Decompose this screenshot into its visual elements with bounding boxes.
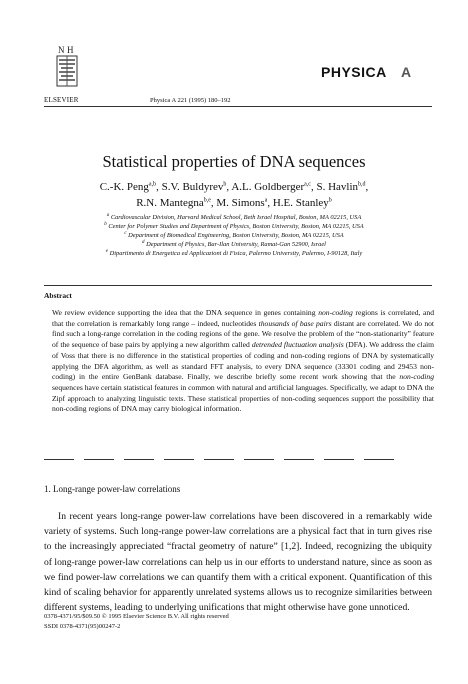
author-affiliation-mark: b,e — [203, 197, 211, 204]
affiliation-mark: c — [124, 231, 127, 236]
journal-name: PHYSICA — [321, 64, 387, 80]
authors-line-1: C.-K. Peng$^{a,b}$, S.V. Buldyrev$^b$, A.L. Goldberger$^{a,c}$, S. Havlin$^{b,d}$, — [99, 181, 369, 193]
affiliation-mark: d — [142, 240, 145, 245]
affiliation-mark: e — [105, 249, 109, 254]
abstract-text: distant are correlated. We do not find such a long-range correlation in the coding regions of the gene. We resolve the problem of the “non-stationarity” feature of the sequence of base pairs by applying a new algorithm called — [52, 318, 435, 350]
author-affiliation-mark: a,b — [148, 181, 157, 188]
affiliation-line — [0, 231, 468, 239]
authors-line-2: R.N. Mantegna$^{b,e}$, M. Simons$^a$, H.E. Stanley$^b$ — [136, 197, 332, 209]
author-affiliation-mark: a — [264, 197, 268, 204]
abstract-text: sequences have certain statistical features in common with natural and artificial languages. Specifically, we adapt to DNA the Zipf approach to analyzing linguistic texts. These statistical properties of non-coding sequences support the possibility that non-coding regions of DNA may carry biological information. — [52, 382, 434, 414]
affiliation-text: Dipartimento di Energetica ed Applicazioni di Fisica, Palermo University, Palermo, I-90128, Italy — [108, 250, 363, 258]
rule-dash — [324, 459, 354, 460]
section-body — [44, 509, 432, 615]
north-holland-logo — [52, 44, 82, 94]
abstract-emphasis: detrended fluctuation analysis — [251, 340, 344, 350]
affiliation-mark: a — [106, 213, 110, 218]
abstract-heading: Abstract — [44, 291, 72, 300]
affiliation-text: Center for Polymer Studies and Department of Physics, Boston University, Boston, MA 02215, USA — [106, 223, 364, 231]
rule-dash — [44, 459, 74, 460]
section-paragraph: In recent years long-range power-law correlations have been discovered in a remarkably wide variety of systems. Such long-range power-law correlations are a physical fact that in turn gives rise to the increasingly appreciated “fractal geometry of nature” [1,2]. Indeed, recognizing the ubiquity of long-range power-law correlations can help us in our efforts to understand nature, since as soon as we find power-law correlations we can quantify them with a critical exponent. Quantification of this kind of scaling behavior for apparently unrelated systems allows us to recognize similarities between different systems, leading to underlying unifications that might otherwise have gone unnoticed. — [44, 511, 432, 614]
section-heading: 1. Long-range power-law correlations — [44, 484, 181, 494]
affiliation-line — [0, 213, 468, 221]
author-name: H.E. Stanley — [272, 197, 329, 209]
rule-dash — [84, 459, 114, 460]
author-affiliation-mark: b — [223, 181, 227, 188]
paper-title: Statistical properties of DNA sequences — [102, 152, 366, 171]
abstract-text: regions is correlated, and that the correlation is remarkably long range – indeed, nucleotides — [52, 308, 435, 328]
author-affiliation-mark: b — [328, 197, 332, 204]
author-name: S.V. Buldyrev — [161, 181, 224, 193]
ssdi-line: SSDI 0378-4371(95)00247-2 — [44, 623, 121, 630]
affiliation-line — [0, 249, 468, 257]
abstract-body — [52, 308, 434, 415]
affiliation-text: Cardiovascular Division, Harvard Medical School, Beth Israel Hospital, Boston, MA 02215, USA — [109, 214, 362, 222]
author-name: C.-K. Peng — [99, 181, 149, 193]
author-name: M. Simons — [216, 197, 265, 209]
abstract-emphasis: thousands of base pairs — [258, 318, 332, 328]
header-rule — [44, 106, 432, 107]
svg-text:H: H — [67, 45, 74, 55]
rule-dash — [124, 459, 154, 460]
author-name: S. Havlin — [316, 181, 359, 193]
author-name: A.L. Goldberger — [231, 181, 305, 193]
rule-dash — [244, 459, 274, 460]
abstract-bottom-rule — [44, 459, 432, 461]
copyright-line: 0378-4371/95/$09.50 © 1995 Elsevier Science B.V. All rights reserved — [44, 613, 229, 620]
abstract-emphasis: non-coding — [318, 308, 353, 317]
abstract-top-rule — [44, 285, 432, 286]
author-affiliation-mark: a,c — [304, 181, 311, 188]
author-affiliation-mark: b,d — [358, 181, 366, 188]
affiliation-text: Department of Physics, Bar-Ilan University, Ramat-Gan 52900, Israel — [144, 241, 326, 249]
journal-mark-icon — [398, 62, 418, 82]
affiliation-text: Department of Biomedical Engineering, Boston University, Boston, MA 02215, USA — [126, 232, 344, 240]
affiliation-line — [0, 240, 468, 248]
abstract-emphasis: non-coding — [399, 372, 434, 382]
journal-mark-letter: A — [401, 64, 412, 80]
rule-dash — [204, 459, 234, 460]
svg-text:N: N — [58, 45, 65, 55]
rule-dash — [364, 459, 394, 460]
rule-dash — [164, 459, 194, 460]
journal-citation: Physica A 221 (1995) 180–192 — [150, 97, 231, 104]
rule-dash — [284, 459, 314, 460]
publisher-name: ELSEVIER — [44, 96, 79, 104]
affiliation-mark: b — [104, 222, 107, 227]
abstract-text: (DFA). We address the claim of Voss that there is no difference in the statistical properties of coding and non-coding regions of DNA by systematically applying the DFA algorithm, as well as standard FFT analysis, to every DNA sequence (33301 coding and 29453 non-coding) in the entire GenBank database. Finally, we describe briefly some recent work showing that the — [52, 340, 434, 382]
abstract-text: We review evidence supporting the idea that the DNA sequence in genes containing — [52, 308, 319, 317]
author-name: R.N. Mantegna — [136, 197, 204, 209]
affiliation-line — [0, 222, 468, 230]
